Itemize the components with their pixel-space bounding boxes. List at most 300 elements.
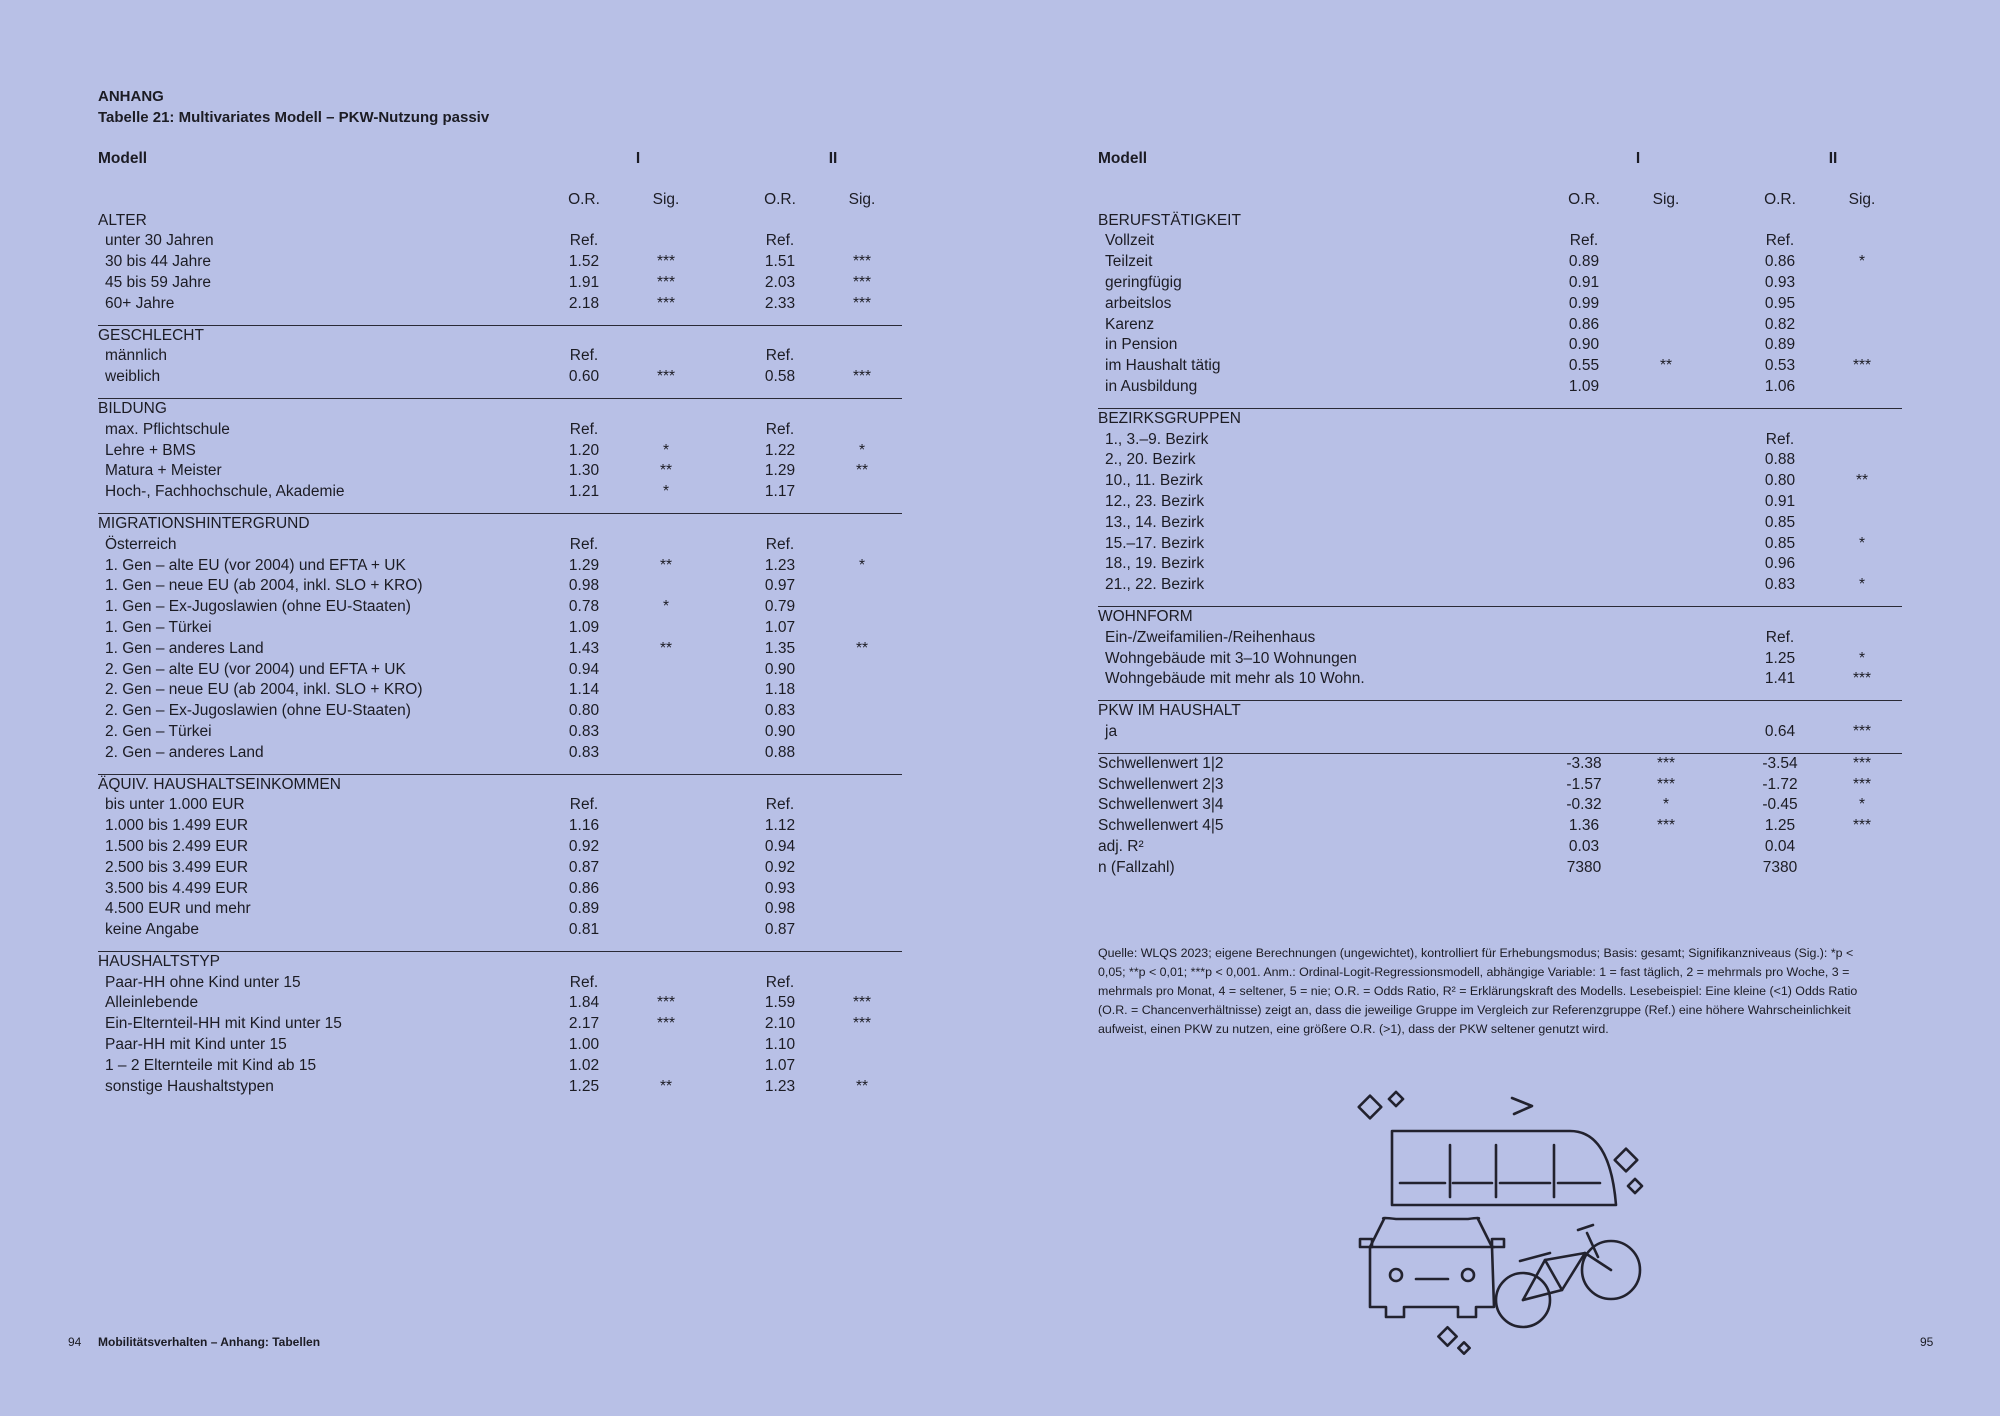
row-label: Schwellenwert 1|2	[1098, 754, 1224, 772]
group-heading	[1098, 408, 1902, 430]
row-label: max. Pflichtschule	[105, 420, 230, 438]
row-label: Alleinlebende	[105, 994, 199, 1012]
or-value-model-1: 2.18	[568, 294, 600, 312]
column-header-row	[1098, 190, 1902, 211]
table-row	[1098, 377, 1902, 398]
or-value-model-2: Ref.	[1765, 232, 1795, 250]
table-row	[1098, 669, 1902, 690]
or-value-model-1: 0.78	[568, 598, 600, 616]
row-label: 4.500 EUR und mehr	[105, 900, 251, 918]
sig-value-model-1: **	[1659, 357, 1673, 375]
or-value-model-2: 0.89	[1764, 336, 1796, 354]
row-label: unter 30 Jahren	[105, 232, 214, 250]
or-value-model-2: 0.86	[1764, 253, 1796, 271]
or-value-model-2: 0.85	[1764, 513, 1796, 531]
sig-value-model-2: ***	[1852, 817, 1872, 835]
or-value-model-1: 0.87	[568, 858, 600, 876]
row-label: Matura + Meister	[105, 462, 222, 480]
or-value-model-2: 0.90	[764, 722, 796, 740]
or-value-model-2: 1.23	[764, 556, 796, 574]
bicycle-icon	[1496, 1225, 1640, 1327]
or-value-model-2: 1.51	[764, 253, 796, 271]
sig-value-model-2: ***	[1852, 775, 1872, 793]
row-label: n (Fallzahl)	[1098, 858, 1175, 876]
or-value-model-1: Ref.	[569, 232, 599, 250]
sig-value-model-1: ***	[1656, 775, 1676, 793]
sig-value-model-2: *	[1858, 534, 1866, 552]
or-value-model-1: 2.17	[568, 1015, 600, 1033]
table-row	[1098, 231, 1902, 252]
sig-value-model-1: **	[659, 462, 673, 480]
row-label: keine Angabe	[105, 921, 199, 939]
or-value-model-2: 0.92	[764, 858, 796, 876]
threshold-row	[1098, 753, 1902, 775]
or-value-model-1: 1.29	[568, 556, 600, 574]
sig-value-model-1: *	[662, 483, 670, 501]
group-heading	[1098, 211, 1902, 232]
row-label: geringfügig	[1105, 273, 1182, 291]
mobility-illustration	[1340, 1085, 1660, 1355]
sig-value-model-1: **	[659, 1077, 673, 1095]
row-label: 3.500 bis 4.499 EUR	[105, 879, 249, 897]
or-value-model-2: 1.25	[1764, 649, 1796, 667]
or-value-model-1: 0.89	[568, 900, 600, 918]
or-value-model-1: Ref.	[569, 535, 599, 553]
table-row	[1098, 273, 1902, 294]
sig-value-model-1: ***	[656, 368, 676, 386]
row-label: männlich	[105, 347, 168, 365]
page-number-left: 94	[68, 1335, 82, 1349]
or-value-model-2: Ref.	[1765, 430, 1795, 448]
model-ii-label: II	[828, 150, 838, 167]
row-label: Ein-Elternteil-HH mit Kind unter 15	[105, 1015, 342, 1033]
row-label: weiblich	[105, 368, 161, 386]
sig-value-model-2: ***	[1852, 754, 1872, 772]
or-value-model-1: 0.94	[568, 660, 600, 678]
group-title: GESCHLECHT	[98, 326, 204, 344]
group-heading	[98, 211, 902, 232]
row-label: 2. Gen – neue EU (ab 2004, inkl. SLO + KRO)	[105, 681, 423, 699]
row-label: 1. Gen – neue EU (ab 2004, inkl. SLO + KRO)	[105, 577, 423, 595]
table-row	[98, 816, 902, 837]
sig-value-model-1: **	[659, 556, 673, 574]
row-label: 1. Gen – alte EU (vor 2004) und EFTA + UK	[105, 556, 406, 574]
sig-value-model-2: **	[855, 462, 869, 480]
group-title: BEZIRKSGRUPPEN	[1098, 409, 1241, 427]
row-label: 45 bis 59 Jahre	[105, 273, 211, 291]
row-label: Hoch-, Fachhochschule, Akademie	[105, 483, 345, 501]
sig-value-model-1: ***	[656, 273, 676, 291]
sparkle-icon	[1389, 1092, 1403, 1106]
model-i-label: I	[635, 150, 641, 167]
sig-value-model-2: *	[1858, 576, 1866, 594]
group-heading	[98, 513, 902, 535]
group-title: ALTER	[98, 211, 147, 229]
or-value-model-2: -1.72	[1762, 775, 1798, 793]
row-label: sonstige Haushaltstypen	[105, 1077, 274, 1095]
group-heading	[1098, 606, 1902, 628]
sig-value-model-1: *	[662, 598, 670, 616]
row-label: 2. Gen – Türkei	[105, 722, 212, 740]
or-value-model-1: 1.02	[568, 1056, 600, 1074]
column-header-row	[98, 190, 902, 211]
row-label: 15.–17. Bezirk	[1105, 534, 1205, 552]
model-ii-label: II	[1828, 150, 1838, 167]
sparkle-icon	[1615, 1149, 1638, 1172]
table-row	[98, 639, 902, 660]
or-value-model-1: 0.83	[568, 743, 600, 761]
group-title: BILDUNG	[98, 399, 167, 417]
or-value-model-1: 0.89	[1568, 253, 1600, 271]
or-value-model-2: 0.88	[764, 743, 796, 761]
tram-icon	[1392, 1098, 1616, 1205]
or-header: O.R.	[1764, 190, 1796, 208]
table-row	[98, 837, 902, 858]
or-value-model-2: Ref.	[765, 347, 795, 365]
or-value-model-1: 0.99	[1568, 294, 1600, 312]
or-value-model-2: Ref.	[765, 535, 795, 553]
or-value-model-2: 2.33	[764, 294, 796, 312]
or-value-model-1: 0.80	[568, 702, 600, 720]
or-value-model-1: 1.36	[1568, 817, 1600, 835]
row-label: bis unter 1.000 EUR	[105, 796, 245, 814]
or-value-model-2: 1.07	[764, 1056, 796, 1074]
or-value-model-1: 1.20	[568, 441, 600, 459]
sig-value-model-1: ***	[656, 994, 676, 1012]
or-value-model-2: -0.45	[1762, 796, 1798, 814]
or-value-model-2: 1.35	[764, 639, 796, 657]
or-value-model-1: 1.16	[568, 817, 600, 835]
table-row	[98, 1014, 902, 1035]
model-label: Modell	[98, 150, 148, 167]
row-label: 2.500 bis 3.499 EUR	[105, 858, 249, 876]
or-value-model-1: Ref.	[569, 796, 599, 814]
table-row	[1098, 649, 1902, 670]
or-value-model-2: 2.03	[764, 273, 796, 291]
table-row	[98, 273, 902, 294]
or-value-model-2: Ref.	[765, 973, 795, 991]
or-value-model-2: 1.41	[1764, 670, 1796, 688]
sig-value-model-1: **	[659, 639, 673, 657]
row-label: Wohngebäude mit mehr als 10 Wohn.	[1105, 670, 1365, 688]
row-label: Karenz	[1105, 315, 1155, 333]
table-row	[1098, 722, 1902, 743]
or-value-model-2: 0.82	[1764, 315, 1796, 333]
or-value-model-1: -0.32	[1566, 796, 1602, 814]
or-value-model-2: 0.95	[1764, 294, 1796, 312]
sig-value-model-2: ***	[1852, 722, 1872, 740]
model-header-row	[1098, 149, 1902, 170]
or-value-model-1: 1.09	[568, 618, 600, 636]
or-value-model-1: 1.52	[568, 253, 600, 271]
table-row	[98, 858, 902, 879]
group-heading	[98, 325, 902, 347]
sig-value-model-2: **	[1855, 472, 1869, 490]
or-value-model-1: -3.38	[1566, 754, 1602, 772]
or-value-model-1: 1.14	[568, 681, 600, 699]
sig-value-model-2: *	[1858, 649, 1866, 667]
or-header: O.R.	[764, 190, 796, 208]
or-value-model-1: 1.25	[568, 1077, 600, 1095]
row-label: Paar-HH mit Kind unter 15	[105, 1036, 287, 1054]
or-value-model-2: 1.12	[764, 817, 796, 835]
threshold-row	[1098, 837, 1902, 858]
or-value-model-1: 1.91	[568, 273, 600, 291]
or-value-model-2: 0.83	[1764, 576, 1796, 594]
or-value-model-2: 0.80	[1764, 472, 1796, 490]
threshold-row	[1098, 795, 1902, 816]
or-value-model-2: 2.10	[764, 1015, 796, 1033]
table-row	[98, 597, 902, 618]
row-label: Schwellenwert 3|4	[1098, 796, 1224, 814]
threshold-row	[1098, 775, 1902, 796]
sig-value-model-1: *	[662, 441, 670, 459]
table-row	[1098, 628, 1902, 649]
or-value-model-2: 1.18	[764, 681, 796, 699]
row-label: 1.500 bis 2.499 EUR	[105, 837, 249, 855]
or-value-model-2: 0.85	[1764, 534, 1796, 552]
or-value-model-2: 0.97	[764, 577, 796, 595]
table-row	[1098, 492, 1902, 513]
or-value-model-2: 0.96	[1764, 555, 1796, 573]
or-value-model-1: 0.98	[568, 577, 600, 595]
or-value-model-2: 1.29	[764, 462, 796, 480]
running-title: Mobilitätsverhalten – Anhang: Tabellen	[98, 1335, 321, 1349]
sig-value-model-2: *	[858, 441, 866, 459]
sig-value-model-1: *	[1662, 796, 1670, 814]
threshold-row	[1098, 816, 1902, 837]
or-value-model-1: 0.55	[1568, 357, 1600, 375]
sig-value-model-2: ***	[852, 368, 872, 386]
or-value-model-2: 7380	[1762, 858, 1798, 876]
row-label: 1. Gen – Ex-Jugoslawien (ohne EU-Staaten)	[105, 598, 411, 616]
group-title: WOHNFORM	[1098, 607, 1193, 625]
table-row	[98, 576, 902, 597]
table-row	[98, 660, 902, 681]
or-value-model-1: Ref.	[569, 973, 599, 991]
or-value-model-2: -3.54	[1762, 754, 1798, 772]
row-label: 1. Gen – Türkei	[105, 618, 212, 636]
or-value-model-2: 1.22	[764, 441, 796, 459]
or-value-model-2: 0.87	[764, 921, 796, 939]
row-label: 1. Gen – anderes Land	[105, 639, 264, 657]
or-value-model-2: 1.06	[1764, 377, 1796, 395]
table-row	[98, 973, 902, 994]
or-value-model-2: 0.98	[764, 900, 796, 918]
or-value-model-2: Ref.	[765, 796, 795, 814]
sparkle-icon	[1628, 1179, 1642, 1193]
sig-value-model-2: ***	[1852, 357, 1872, 375]
row-label: in Pension	[1105, 336, 1178, 354]
or-value-model-1: Ref.	[569, 347, 599, 365]
sig-value-model-2: **	[855, 639, 869, 657]
row-label: 2. Gen – anderes Land	[105, 743, 264, 761]
or-value-model-2: 0.93	[764, 879, 796, 897]
or-value-model-1: 0.91	[1568, 273, 1600, 291]
table-row	[1098, 430, 1902, 451]
row-label: ja	[1105, 722, 1118, 740]
table-row	[98, 231, 902, 252]
row-label: Paar-HH ohne Kind unter 15	[105, 973, 301, 991]
row-label: Vollzeit	[1105, 232, 1155, 250]
or-value-model-2: 0.91	[1764, 492, 1796, 510]
sig-value-model-1: ***	[656, 294, 676, 312]
or-value-model-1: 1.21	[568, 483, 600, 501]
row-label: 2. Gen – Ex-Jugoslawien (ohne EU-Staaten)	[105, 702, 411, 720]
table-row	[98, 879, 902, 900]
row-label: Wohngebäude mit 3–10 Wohnungen	[1105, 649, 1357, 667]
row-label: 18., 19. Bezirk	[1105, 555, 1205, 573]
table-row	[1098, 534, 1902, 555]
table-row	[98, 722, 902, 743]
table-row	[98, 618, 902, 639]
row-label: 1 – 2 Elternteile mit Kind ab 15	[105, 1056, 317, 1074]
table-row	[1098, 294, 1902, 315]
sig-value-model-1: ***	[656, 253, 676, 271]
sig-value-model-1: ***	[1656, 817, 1676, 835]
or-value-model-2: 1.07	[764, 618, 796, 636]
table-row	[98, 441, 902, 462]
row-label: Teilzeit	[1105, 253, 1153, 271]
group-heading	[98, 774, 902, 796]
group-title: MIGRATIONSHINTERGRUND	[98, 514, 310, 532]
or-value-model-2: 0.64	[1764, 722, 1796, 740]
or-value-model-1: Ref.	[569, 420, 599, 438]
table-row	[98, 346, 902, 367]
or-value-model-2: 0.83	[764, 702, 796, 720]
group-title: HAUSHALTSTYP	[98, 952, 221, 970]
group-title: ÄQUIV. HAUSHALTSEINKOMMEN	[98, 775, 341, 793]
or-header: O.R.	[568, 190, 600, 208]
table-row	[98, 743, 902, 764]
sig-value-model-2: ***	[1852, 670, 1872, 688]
or-value-model-2: 0.88	[1764, 451, 1796, 469]
or-value-model-1: 0.03	[1568, 837, 1600, 855]
or-value-model-1: 1.43	[568, 639, 600, 657]
row-label: Schwellenwert 2|3	[1098, 775, 1224, 793]
sig-value-model-2: **	[855, 1077, 869, 1095]
sig-header: Sig.	[1848, 190, 1876, 208]
or-value-model-1: 1.84	[568, 994, 600, 1012]
table-row	[1098, 450, 1902, 471]
table-row	[1098, 356, 1902, 377]
table-row	[98, 252, 902, 273]
or-value-model-2: 0.58	[764, 368, 796, 386]
group-title: BERUFSTÄTIGKEIT	[1098, 211, 1241, 229]
row-label: adj. R²	[1098, 837, 1144, 855]
table-row	[98, 680, 902, 701]
sparkle-icon	[1438, 1327, 1456, 1345]
sig-value-model-2: ***	[852, 994, 872, 1012]
or-value-model-1: 0.83	[568, 722, 600, 740]
sig-value-model-2: ***	[852, 253, 872, 271]
or-value-model-2: 0.04	[1764, 837, 1796, 855]
sig-value-model-2: ***	[852, 294, 872, 312]
left-table	[98, 149, 902, 1097]
table-title: Tabelle 21: Multivariates Modell – PKW-Nutzung passiv	[98, 109, 490, 126]
or-value-model-1: Ref.	[1569, 232, 1599, 250]
or-value-model-1: 0.86	[568, 879, 600, 897]
or-value-model-2: 1.59	[764, 994, 796, 1012]
or-value-model-1: 1.09	[1568, 377, 1600, 395]
or-value-model-2: 1.25	[1764, 817, 1796, 835]
sig-value-model-2: *	[1858, 253, 1866, 271]
or-value-model-2: 0.79	[764, 598, 796, 616]
row-label: 2., 20. Bezirk	[1105, 451, 1196, 469]
or-value-model-2: 0.93	[1764, 273, 1796, 291]
row-label: 2. Gen – alte EU (vor 2004) und EFTA + UK	[105, 660, 406, 678]
row-label: Ein-/Zweifamilien-/Reihenhaus	[1105, 628, 1316, 646]
table-row	[98, 556, 902, 577]
or-value-model-1: -1.57	[1566, 775, 1602, 793]
row-label: 1., 3.–9. Bezirk	[1105, 430, 1209, 448]
sig-header: Sig.	[1652, 190, 1680, 208]
or-value-model-1: 1.30	[568, 462, 600, 480]
table-row	[98, 1035, 902, 1056]
table-row	[1098, 554, 1902, 575]
row-label: in Ausbildung	[1105, 377, 1198, 395]
or-header: O.R.	[1568, 190, 1600, 208]
table-row	[98, 701, 902, 722]
table-row	[98, 993, 902, 1014]
table-row	[98, 1056, 902, 1077]
table-row	[98, 420, 902, 441]
model-i-label: I	[1635, 150, 1641, 167]
row-label: im Haushalt tätig	[1105, 357, 1221, 375]
group-heading	[1098, 700, 1902, 722]
or-value-model-1: 0.81	[568, 921, 600, 939]
row-label: Lehre + BMS	[105, 441, 196, 459]
sig-value-model-2: *	[1858, 796, 1866, 814]
row-label: 13., 14. Bezirk	[1105, 513, 1205, 531]
or-value-model-1: 0.86	[1568, 315, 1600, 333]
row-label: 12., 23. Bezirk	[1105, 492, 1205, 510]
sig-header: Sig.	[652, 190, 680, 208]
sig-value-model-2: *	[858, 556, 866, 574]
sig-header: Sig.	[848, 190, 876, 208]
row-label: Österreich	[105, 535, 177, 553]
group-heading	[98, 398, 902, 420]
table-row	[98, 795, 902, 816]
table-row	[98, 367, 902, 388]
table-row	[98, 482, 902, 503]
or-value-model-2: Ref.	[1765, 628, 1795, 646]
page-number-right: 95	[1920, 1335, 1934, 1349]
table-row	[98, 461, 902, 482]
table-row	[98, 535, 902, 556]
table-row	[98, 294, 902, 315]
or-value-model-2: Ref.	[765, 232, 795, 250]
sig-value-model-1: ***	[656, 1015, 676, 1033]
sparkle-icon	[1458, 1342, 1469, 1353]
threshold-row	[1098, 858, 1902, 879]
sparkle-icon	[1359, 1096, 1382, 1119]
or-value-model-1: 0.92	[568, 837, 600, 855]
group-title: PKW IM HAUSHALT	[1098, 702, 1241, 720]
car-icon	[1360, 1218, 1504, 1317]
table-row	[1098, 335, 1902, 356]
row-label: 10., 11. Bezirk	[1105, 472, 1203, 490]
or-value-model-2: 0.90	[764, 660, 796, 678]
table-row	[98, 920, 902, 941]
or-value-model-2: 1.23	[764, 1077, 796, 1095]
row-label: Schwellenwert 4|5	[1098, 817, 1224, 835]
group-heading	[98, 951, 902, 973]
or-value-model-2: 1.10	[764, 1036, 796, 1054]
or-value-model-1: 1.00	[568, 1036, 600, 1054]
or-value-model-1: 0.90	[1568, 336, 1600, 354]
right-table	[1098, 149, 1902, 879]
